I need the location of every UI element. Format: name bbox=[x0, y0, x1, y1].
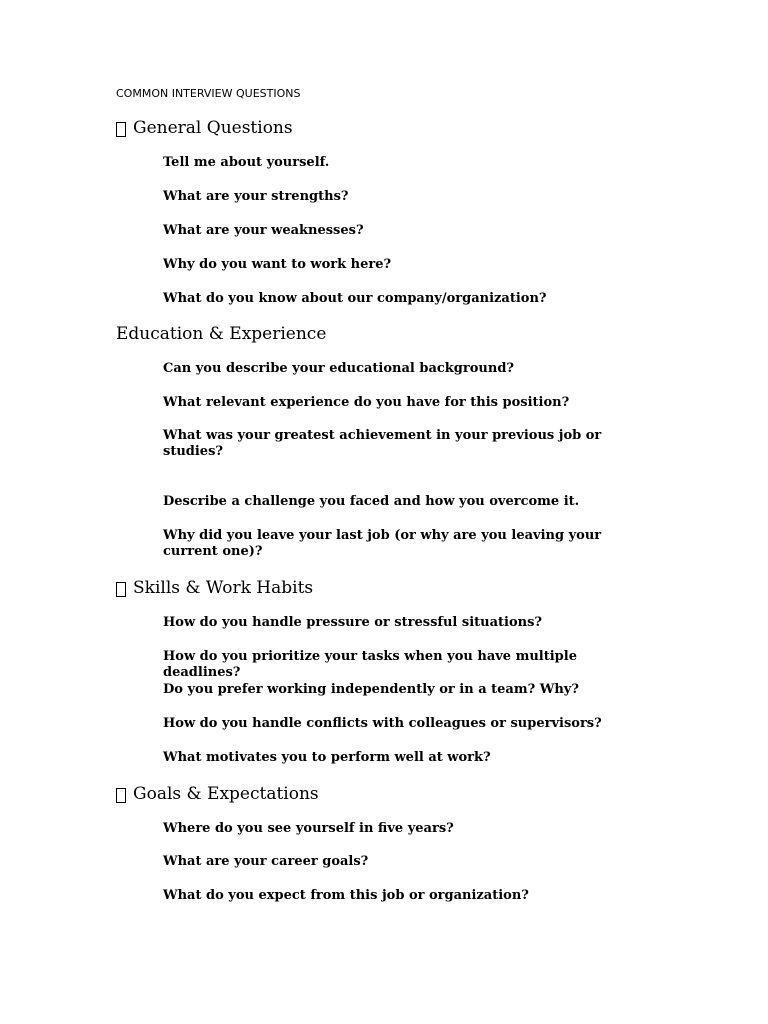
question-item: What motivates you to perform well at work? bbox=[163, 750, 491, 765]
missing-glyph-icon bbox=[116, 582, 126, 597]
section-heading-text: Goals & Expectations bbox=[133, 784, 319, 804]
question-item: How do you prioritize your tasks when you have multiple deadlines? bbox=[163, 649, 577, 680]
section-heading-text: Education & Experience bbox=[116, 324, 327, 344]
question-item: Why did you leave your last job (or why are you leaving your current one)? bbox=[163, 528, 602, 559]
document-title: COMMON INTERVIEW QUESTIONS bbox=[116, 87, 301, 100]
section-heading-text: Skills & Work Habits bbox=[133, 578, 314, 598]
question-item: Why do you want to work here? bbox=[163, 257, 392, 272]
section-heading-skills bbox=[116, 577, 313, 599]
section-heading-education bbox=[116, 323, 326, 345]
section-heading-goals bbox=[116, 783, 319, 805]
question-item: Tell me about yourself. bbox=[163, 155, 330, 170]
question-item: What do you know about our company/organization? bbox=[163, 291, 547, 306]
question-item: How do you handle pressure or stressful situations? bbox=[163, 615, 543, 630]
question-item: Can you describe your educational background? bbox=[163, 361, 515, 376]
missing-glyph-icon bbox=[116, 122, 126, 137]
question-item: What are your strengths? bbox=[163, 189, 349, 204]
question-item: What are your weaknesses? bbox=[163, 223, 364, 238]
question-item: Describe a challenge you faced and how you overcome it. bbox=[163, 494, 580, 509]
question-item: What do you expect from this job or organization? bbox=[163, 888, 529, 903]
question-item: What relevant experience do you have for this position? bbox=[163, 395, 570, 410]
question-item: How do you handle conflicts with colleagues or supervisors? bbox=[163, 716, 602, 731]
section-heading-general bbox=[116, 117, 293, 139]
question-item: What was your greatest achievement in your previous job or studies? bbox=[163, 428, 602, 459]
question-item: What are your career goals? bbox=[163, 854, 369, 869]
section-heading-text: General Questions bbox=[133, 118, 293, 138]
question-item: Where do you see yourself in five years? bbox=[163, 821, 454, 836]
question-item: Do you prefer working independently or in a team? Why? bbox=[163, 682, 579, 697]
missing-glyph-icon bbox=[116, 788, 126, 803]
